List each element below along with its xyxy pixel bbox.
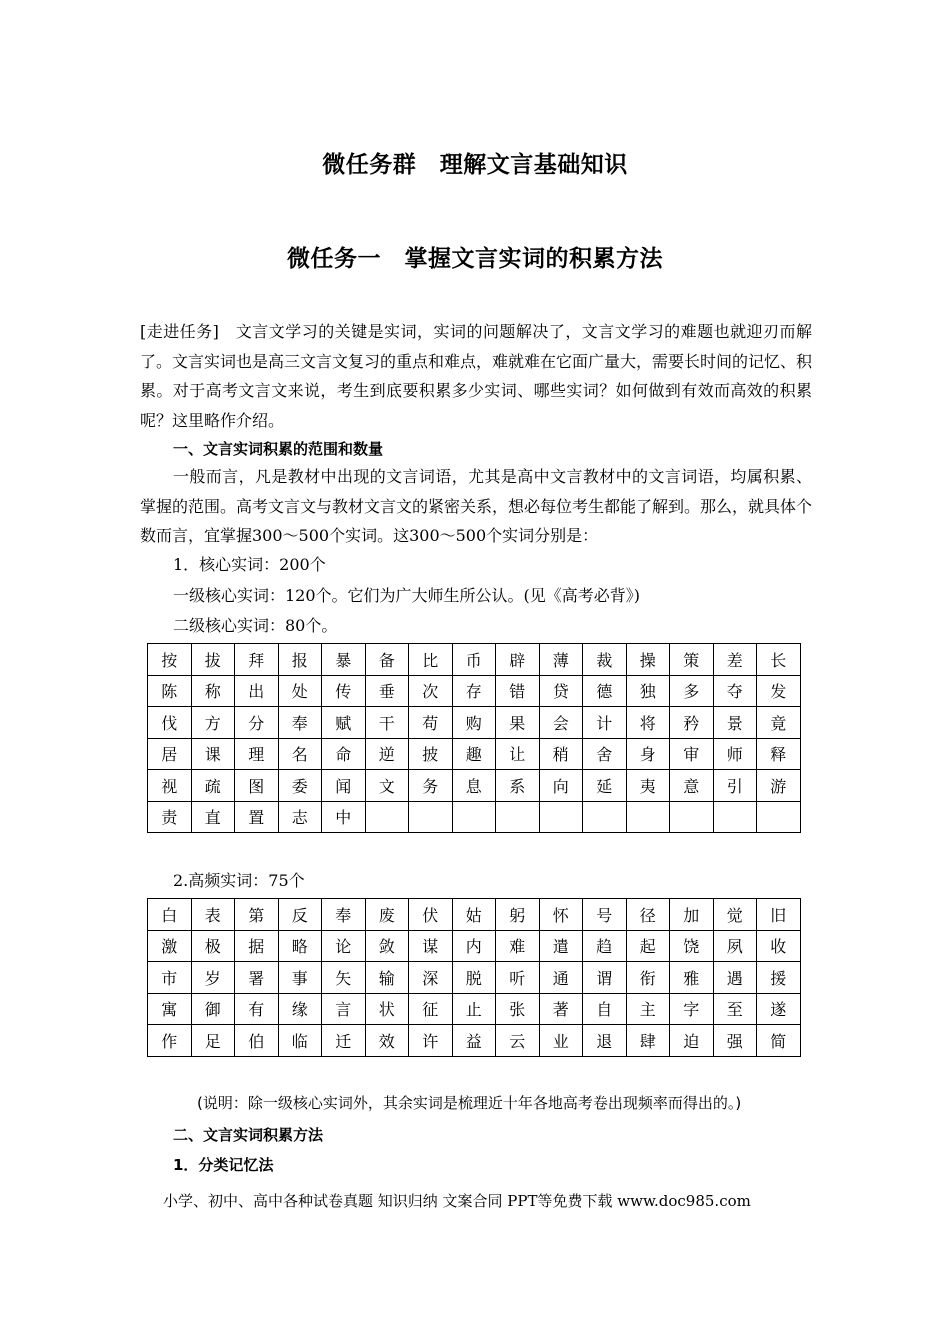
table-cell: 遂 [757, 993, 801, 1025]
table-cell: 遣 [539, 930, 583, 962]
table-cell: 状 [365, 993, 409, 1025]
table-cell: 夙 [713, 930, 757, 962]
table-cell: 操 [626, 644, 670, 676]
table-cell: 许 [409, 1025, 453, 1057]
footer-text: 小学、初中、高中各种试卷真题 知识归纳 文案合同 PPT等免费下载 www.doc985.com [163, 1192, 751, 1210]
table-cell: 夺 [713, 675, 757, 707]
table-row [148, 1025, 801, 1057]
table-cell: 饶 [670, 930, 714, 962]
table-cell: 加 [670, 899, 714, 931]
table-cell: 谓 [583, 962, 627, 994]
table-cell: 拔 [191, 644, 235, 676]
table-row [148, 738, 801, 770]
section2-heading: 二、文言实词积累方法 [173, 1126, 324, 1144]
table-cell: 临 [278, 1025, 322, 1057]
table-cell: 干 [365, 707, 409, 739]
table-cell: 理 [235, 738, 279, 770]
table-cell: 反 [278, 899, 322, 931]
table-cell: 自 [583, 993, 627, 1025]
table-cell: 垂 [365, 675, 409, 707]
table-cell: 图 [235, 770, 279, 802]
table-cell: 躬 [496, 899, 540, 931]
table-cell [365, 801, 409, 833]
table-cell: 起 [626, 930, 670, 962]
core-level2-line: 二级核心实词：80个。 [173, 616, 338, 635]
table-row [148, 675, 801, 707]
table-cell: 师 [713, 738, 757, 770]
table-cell: 伐 [148, 707, 192, 739]
table-cell [757, 801, 801, 833]
table-cell: 听 [496, 962, 540, 994]
table-cell: 衔 [626, 962, 670, 994]
table-cell: 径 [626, 899, 670, 931]
table-cell: 逆 [365, 738, 409, 770]
table-cell: 将 [626, 707, 670, 739]
table-cell [539, 801, 583, 833]
table-cell: 息 [452, 770, 496, 802]
table-cell: 处 [278, 675, 322, 707]
table-cell: 著 [539, 993, 583, 1025]
table-cell: 闻 [322, 770, 366, 802]
table-cell: 赋 [322, 707, 366, 739]
table-cell: 第 [235, 899, 279, 931]
table-cell: 多 [670, 675, 714, 707]
table-cell: 文 [365, 770, 409, 802]
table-cell: 购 [452, 707, 496, 739]
table-cell: 敛 [365, 930, 409, 962]
section1-heading: 一、文言实词积累的范围和数量 [173, 440, 384, 458]
table-cell: 裁 [583, 644, 627, 676]
table-row [148, 993, 801, 1025]
table-cell: 言 [322, 993, 366, 1025]
table-cell: 益 [452, 1025, 496, 1057]
table-cell: 志 [278, 801, 322, 833]
table-cell: 收 [757, 930, 801, 962]
table-cell: 表 [191, 899, 235, 931]
table-cell [670, 801, 714, 833]
table-cell: 计 [583, 707, 627, 739]
table-cell: 援 [757, 962, 801, 994]
table-cell: 作 [148, 1025, 192, 1057]
page-title: 微任务群 理解文言基础知识 [322, 152, 628, 178]
table-cell: 次 [409, 675, 453, 707]
table-cell: 薄 [539, 644, 583, 676]
table-row [148, 707, 801, 739]
table-cell: 苟 [409, 707, 453, 739]
table-cell: 置 [235, 801, 279, 833]
table-cell: 拜 [235, 644, 279, 676]
table-row [148, 770, 801, 802]
table-cell: 备 [365, 644, 409, 676]
table-cell: 比 [409, 644, 453, 676]
table-cell: 署 [235, 962, 279, 994]
table-cell: 称 [191, 675, 235, 707]
freq-words-table [147, 898, 801, 1057]
table-cell: 趋 [583, 930, 627, 962]
table-cell: 雅 [670, 962, 714, 994]
table-cell: 传 [322, 675, 366, 707]
table-cell [452, 801, 496, 833]
table-cell: 脱 [452, 962, 496, 994]
table-cell: 矜 [670, 707, 714, 739]
table-cell: 出 [235, 675, 279, 707]
table-cell: 有 [235, 993, 279, 1025]
table-cell: 号 [583, 899, 627, 931]
table-cell: 长 [757, 644, 801, 676]
table-cell: 论 [322, 930, 366, 962]
section-subtitle: 微任务一 掌握文言实词的积累方法 [287, 246, 663, 272]
table-cell [583, 801, 627, 833]
table-cell: 通 [539, 962, 583, 994]
table-cell: 竟 [757, 707, 801, 739]
table-cell: 延 [583, 770, 627, 802]
table-cell: 引 [713, 770, 757, 802]
table-cell: 伯 [235, 1025, 279, 1057]
table-cell: 谋 [409, 930, 453, 962]
core-heading [173, 553, 326, 577]
table-cell: 贷 [539, 675, 583, 707]
table-cell: 矢 [322, 962, 366, 994]
table-row [148, 930, 801, 962]
table-cell: 足 [191, 1025, 235, 1057]
table-cell: 退 [583, 1025, 627, 1057]
table-cell: 极 [191, 930, 235, 962]
section1-paragraph: 一般而言，凡是教材中出现的文言词语，尤其是高中文言教材中的文言词语，均属积累、掌握的范围。高考文言文与教材文言文的紧密关系，想必每位考生都能了解到。那么，就具体个数而言，宜掌握300～500个实词。这300～500个实词分别是： [140, 467, 813, 545]
method1-heading: 1．分类记忆法 [173, 1156, 274, 1174]
table-cell: 至 [713, 993, 757, 1025]
table-cell: 存 [452, 675, 496, 707]
table-cell: 怀 [539, 899, 583, 931]
table-cell: 报 [278, 644, 322, 676]
table-row [148, 899, 801, 931]
table-cell: 舍 [583, 738, 627, 770]
table-cell: 直 [191, 801, 235, 833]
table-cell [409, 801, 453, 833]
table-cell: 意 [670, 770, 714, 802]
table-cell: 事 [278, 962, 322, 994]
table-cell: 白 [148, 899, 192, 931]
table-cell: 委 [278, 770, 322, 802]
table-cell: 独 [626, 675, 670, 707]
table-cell: 名 [278, 738, 322, 770]
table-cell: 输 [365, 962, 409, 994]
table-cell: 缘 [278, 993, 322, 1025]
table-cell: 难 [496, 930, 540, 962]
table-cell: 课 [191, 738, 235, 770]
table-cell: 趣 [452, 738, 496, 770]
table-cell: 强 [713, 1025, 757, 1057]
table-cell: 策 [670, 644, 714, 676]
table-cell: 业 [539, 1025, 583, 1057]
table-cell: 审 [670, 738, 714, 770]
table-row [148, 801, 801, 833]
table-cell: 内 [452, 930, 496, 962]
table-cell: 暴 [322, 644, 366, 676]
table-cell: 德 [583, 675, 627, 707]
table-cell: 效 [365, 1025, 409, 1057]
table-cell: 让 [496, 738, 540, 770]
table-cell: 御 [191, 993, 235, 1025]
table-cell: 会 [539, 707, 583, 739]
table-cell: 系 [496, 770, 540, 802]
table-cell: 奉 [322, 899, 366, 931]
table-cell: 差 [713, 644, 757, 676]
table-cell: 遇 [713, 962, 757, 994]
table-row [148, 644, 801, 676]
table-cell: 景 [713, 707, 757, 739]
table-cell: 稍 [539, 738, 583, 770]
core-level1-line: 一级核心实词：120个。它们为广大师生所公认。(见《高考必背》) [173, 586, 641, 605]
core-heading-text: 1．核心实词：200个 [173, 555, 326, 574]
table-cell: 居 [148, 738, 192, 770]
table-cell: 市 [148, 962, 192, 994]
table-cell: 披 [409, 738, 453, 770]
table-cell: 视 [148, 770, 192, 802]
table-cell: 释 [757, 738, 801, 770]
table-cell: 奉 [278, 707, 322, 739]
table-cell: 征 [409, 993, 453, 1025]
table-cell [713, 801, 757, 833]
table-cell: 中 [322, 801, 366, 833]
freq-heading: 2.高频实词：75个 [173, 871, 305, 890]
table-cell: 主 [626, 993, 670, 1025]
table-cell: 云 [496, 1025, 540, 1057]
table-cell: 夷 [626, 770, 670, 802]
table-cell: 岁 [191, 962, 235, 994]
table-cell: 发 [757, 675, 801, 707]
table-cell: 错 [496, 675, 540, 707]
note-text: (说明：除一级核心实词外，其余实词是梳理近十年各地高考卷出现频率而得出的。) [197, 1094, 742, 1112]
table-cell: 寓 [148, 993, 192, 1025]
table-cell [496, 801, 540, 833]
table-cell: 姑 [452, 899, 496, 931]
table-cell: 激 [148, 930, 192, 962]
table-cell: 陈 [148, 675, 192, 707]
table-cell: 责 [148, 801, 192, 833]
table-cell: 按 [148, 644, 192, 676]
table-cell: 疏 [191, 770, 235, 802]
table-row [148, 962, 801, 994]
table-cell: 方 [191, 707, 235, 739]
table-cell: 觉 [713, 899, 757, 931]
table-cell: 命 [322, 738, 366, 770]
table-cell: 伏 [409, 899, 453, 931]
intro-paragraph: [走进任务] 文言文学习的关键是实词，实词的问题解决了，文言文学习的难题也就迎刃而解了。文言实词也是高三文言文复习的重点和难点，难就难在它面广量大，需要长时间的记忆、积累。对于高考文言文来说，考生到底要积累多少实词、哪些实词？如何做到有效而高效的积累呢？这里略作介绍。 [140, 322, 813, 430]
table-cell: 果 [496, 707, 540, 739]
table-cell: 据 [235, 930, 279, 962]
table-cell: 迫 [670, 1025, 714, 1057]
table-cell: 止 [452, 993, 496, 1025]
table-cell: 向 [539, 770, 583, 802]
table-cell: 深 [409, 962, 453, 994]
table-cell: 分 [235, 707, 279, 739]
core-words-table [147, 643, 801, 833]
table-cell: 肆 [626, 1025, 670, 1057]
table-cell: 废 [365, 899, 409, 931]
table-cell: 迁 [322, 1025, 366, 1057]
table-cell: 务 [409, 770, 453, 802]
table-cell: 张 [496, 993, 540, 1025]
table-cell: 游 [757, 770, 801, 802]
table-cell [626, 801, 670, 833]
table-cell: 略 [278, 930, 322, 962]
table-cell: 身 [626, 738, 670, 770]
table-cell: 字 [670, 993, 714, 1025]
table-cell: 旧 [757, 899, 801, 931]
table-cell: 简 [757, 1025, 801, 1057]
table-cell: 币 [452, 644, 496, 676]
table-cell: 辟 [496, 644, 540, 676]
